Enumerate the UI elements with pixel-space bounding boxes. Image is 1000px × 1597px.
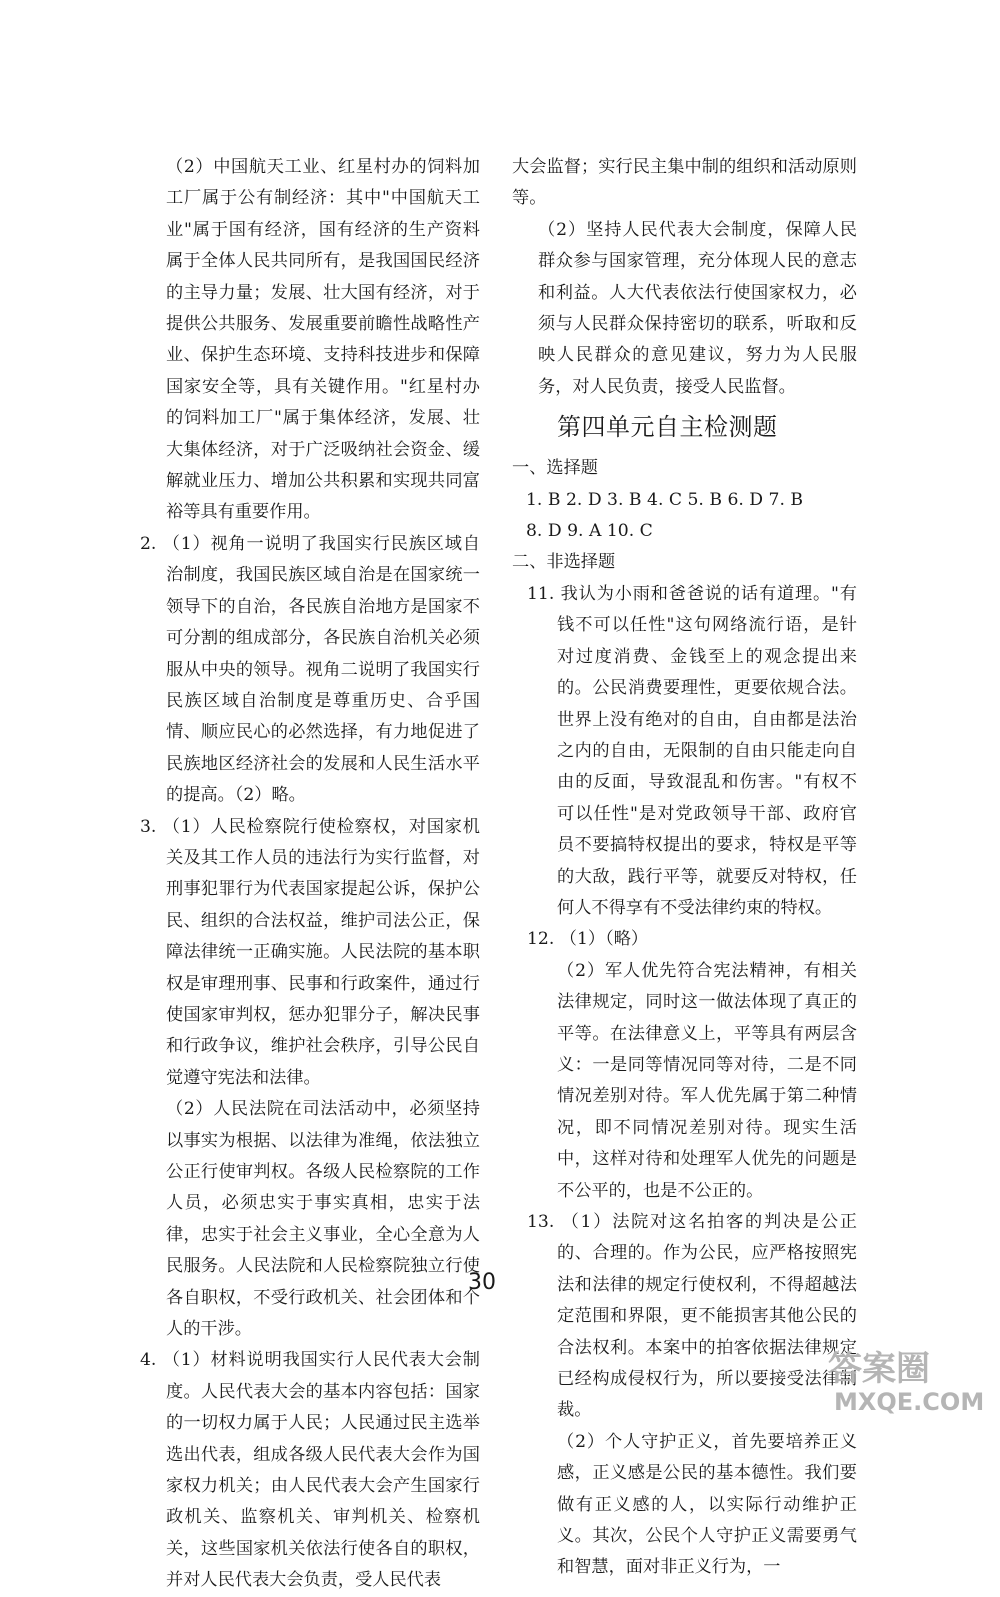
answer-paragraph: （2）个人守护正义，首先要培养正义感，正义感是公民的基本德性。我们要做有正义感的人，以实际行动维护正义。其次，公民个人守护正义需要勇气和智慧，面对非正义行为，一 <box>557 1431 857 1578</box>
answer-item-12: 12. （1）（略） <box>527 929 649 950</box>
answer-item-2: 2. （1）视角一说明了我国实行民族区域自治制度，我国民族区域自治是在国家统一领导下的自治，各民族自治地方是国家不可分割的组成部分，各民族自治机关必须服从中央的领导。视角二说明了我国实行民族区域自治制度是尊重历史、合乎国情、顺应民心的必然选择，有力地促进了民族地区经济社会的发展和人民生活水平的提高。（2）略。 <box>140 533 480 806</box>
choice-answers-line: 8. D 9. A 10. C <box>526 521 653 542</box>
page-number: 30 <box>468 1270 496 1295</box>
site-watermark-logo <box>820 1336 990 1416</box>
answer-item-11: 11. 我认为小雨和爸爸说的话有道理。"有钱不可以任性"这句网络流行语，是针对过度消费、金钱至上的观念提出来的。公民消费要理性，更要依规合法。世界上没有绝对的自由，自由都是法治之内的自由，无限制的自由只能走向自由的反面，导致混乱和伤害。"有权不可以任性"是对党政领导干部、政府官员不要搞特权提出的要求，特权是平等的大敌，践行平等，就要反对特权，任何人不得享有不受法律约束的特权。 <box>527 583 857 918</box>
answer-item-3: 3. （1）人民检察院行使检察权，对国家机关及其工作人员的违法行为实行监督，对刑事犯罪行为代表国家提起公诉，保护公民、组织的合法权益，维护司法公正，保障法律统一正确实施。人民法院的基本职权是审理刑事、民事和行政案件，通过行使国家审判权，惩办犯罪分子，解决民事和行政争议，维护社会秩序，引导公民自觉遵守宪法和法律。 <box>140 816 480 1088</box>
answer-paragraph: （2）坚持人民代表大会制度，保障人民群众参与国家管理，充分体现人民的意志和利益。人大代表依法行使国家权力，必须与人民群众保持密切的联系，听取和反映人民群众的意见建议，努力为人民服务，对人民负责，接受人民监督。 <box>538 219 857 397</box>
answer-item-4: 4. （1）材料说明我国实行人民代表大会制度。人民代表大会的基本内容包括：国家的一切权力属于人民；人民通过民主选举选出代表，组成各级人民代表大会作为国家权力机关；由人民代表大会产生国家行政机关、监察机关、审判机关、检察机关，这些国家机关依法行使各自的职权，并对人民代表大会负责，受人民代表 <box>140 1350 480 1591</box>
unit-title: 第四单元自主检测题 <box>557 413 778 442</box>
answer-paragraph: （2）军人优先符合宪法精神，有相关法律规定，同时这一做法体现了真正的平等。在法律意义上，平等具有两层含义：一是同等情况同等对待，二是不同情况差别对待。军人优先属于第二种情况，即不同情况差别对待。现实生活中，这样对待和处理军人优先的问题是不公平的，也是不公正的。 <box>557 960 857 1201</box>
choice-answers-line: 1. B 2. D 3. B 4. C 5. B 6. D 7. B <box>526 489 804 510</box>
svg-text:答案圈: 答案圈 <box>828 1349 930 1389</box>
answer-paragraph: 大会监督；实行民主集中制的组织和活动原则等。 <box>512 157 857 209</box>
right-column <box>512 152 857 1584</box>
left-column <box>140 152 480 1597</box>
section-heading-nonchoice: 二、非选择题 <box>512 552 616 573</box>
answer-paragraph: （2）中国航天工业、红星村办的饲料加工厂属于公有制经济：其中"中国航天工业"属于国有经济，国有经济的生产资料属于全体人民共同所有，是我国国民经济的主导力量；发展、壮大国有经济，对于提供公共服务、发展重要前瞻性战略性产业、保护生态环境、支持科技进步和保障国家安全等，具有关键作用。"红星村办的饲料加工厂"属于集体经济，发展、壮大集体经济，对于广泛吸纳社会资金、缓解就业压力、增加公共积累和实现共同富裕等具有重要作用。 <box>166 157 480 523</box>
answer-item-13: 13. （1）法院对这名拍客的判决是公正的、合理的。作为公民，应严格按照宪法和法律的规定行使权利，不得超越法定范围和界限，更不能损害其他公民的合法权利。本案中的拍客依据法律规定已经构成侵权行为，所以要接受法律制裁。 <box>527 1212 857 1421</box>
svg-text:MXQE.COM: MXQE.COM <box>834 1388 985 1416</box>
answer-paragraph: （2）人民法院在司法活动中，必须坚持以事实为根据、以法律为准绳，依法独立公正行使审判权。各级人民检察院的工作人员，必须忠实于事实真相，忠实于法律，忠实于社会主义事业，全心全意为人民服务。人民法院和人民检察院独立行使各自职权，不受行政机关、社会团体和个人的干涉。 <box>166 1099 480 1340</box>
section-heading-choice: 一、选择题 <box>512 458 598 479</box>
